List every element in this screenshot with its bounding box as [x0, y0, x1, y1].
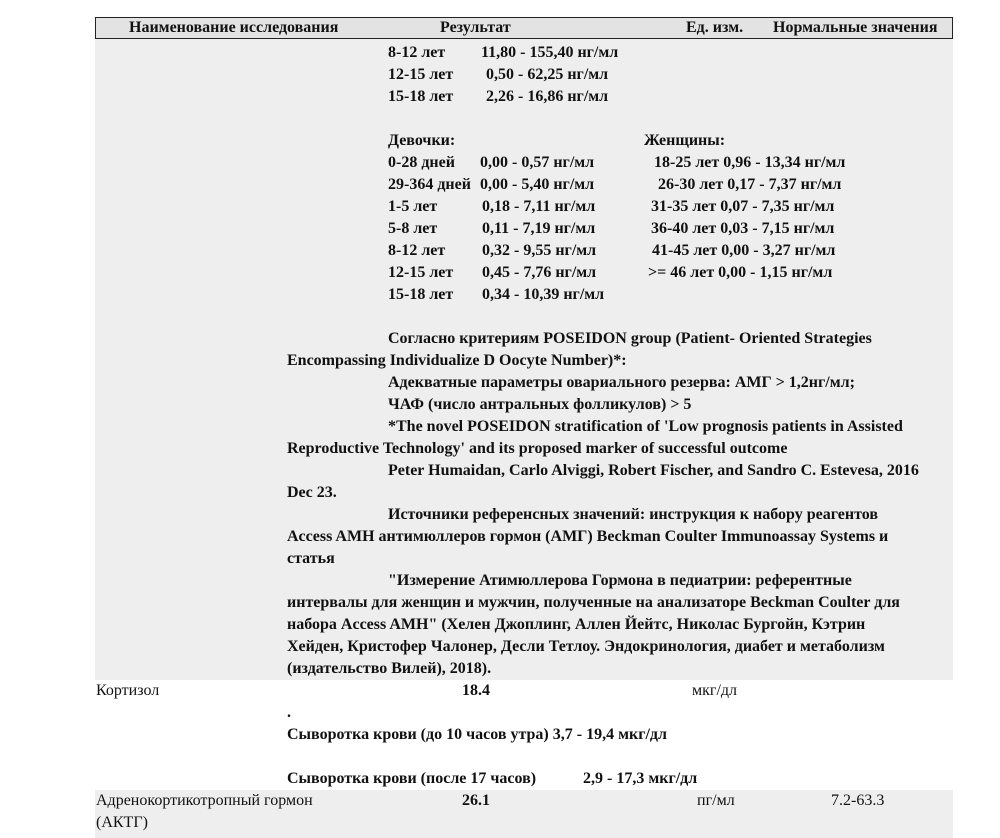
cortisol-result: 18.4 — [462, 682, 490, 699]
girls-range: 0,34 - 10,39 нг/мл — [482, 286, 605, 303]
cortisol-units: мкг/дл — [692, 682, 738, 699]
poseidon-text: Согласно критериям POSEIDON group (Patient- Oriented Strategies — [388, 330, 872, 347]
boys-age: 15-18 лет — [388, 88, 454, 105]
women-row: 36-40 лет 0,03 - 7,15 нг/мл — [651, 220, 835, 237]
girls-range: 0,32 - 9,55 нг/мл — [482, 242, 597, 259]
girls-range: 0,11 - 7,19 нг/мл — [482, 220, 596, 237]
header-result: Результат — [440, 19, 511, 36]
boys-age: 12-15 лет — [388, 66, 454, 83]
header-units: Ед. изм. — [686, 19, 744, 36]
authors-text: Peter Humaidan, Carlo Alviggi, Robert Fischer, and Sandro C. Estevesa, 2016 — [388, 462, 919, 479]
girls-range: 0,00 - 0,57 нг/мл — [480, 154, 595, 171]
cortisol-evening-label: Сыворотка крови (после 17 часов) — [287, 770, 537, 787]
sources-text: Access AMH антимюллеров гормон (АМГ) Beckman Coulter Immunoassay Systems и — [287, 528, 889, 545]
girls-age: 29-364 дней — [388, 176, 471, 193]
acth-name: (АКТГ) — [96, 814, 148, 831]
girls-age: 15-18 лет — [388, 286, 454, 303]
women-title: Женщины: — [644, 132, 726, 149]
table-header — [95, 17, 953, 39]
girls-age: 1-5 лет — [388, 198, 438, 215]
boys-age: 8-12 лет — [388, 44, 446, 61]
authors-text: Dec 23. — [287, 484, 337, 501]
article-text: "Измерение Атимюллерова Гормона в педиатрии: референтные — [388, 572, 852, 589]
cortisol-name: Кортизол — [96, 682, 160, 699]
boys-range: 0,50 - 62,25 нг/мл — [486, 66, 609, 83]
acth-units: пг/мл — [697, 792, 735, 809]
novel-text: *The novel POSEIDON stratification of 'Low prognosis patients in Assisted — [388, 418, 903, 435]
article-text: (издательство Вилей), 2018). — [287, 660, 492, 677]
girls-age: 5-8 лет — [388, 220, 438, 237]
poseidon-text: Encompassing Individualize D Oocyte Number)*: — [287, 352, 627, 369]
cortisol-evening-range: 2,9 - 17,3 мкг/дл — [583, 770, 698, 787]
girls-range: 0,45 - 7,76 нг/мл — [482, 264, 597, 281]
cortisol-morning-range: Сыворотка крови (до 10 часов утра) 3,7 - 19,4 мкг/дл — [287, 726, 667, 743]
adequate-text: Адекватные параметры овариального резерва: АМГ > 1,2нг/мл; — [388, 374, 855, 391]
women-row: 26-30 лет 0,17 - 7,37 нг/мл — [658, 176, 842, 193]
girls-age: 8-12 лет — [388, 242, 446, 259]
acth-norm: 7.2-63.3 — [831, 792, 885, 809]
article-text: набора Access AMH" (Хелен Джоплинг, Аллен Йейтс, Николас Бургойн, Кэтрин — [287, 616, 866, 633]
girls-age: 0-28 дней — [388, 154, 455, 171]
boys-range: 2,26 - 16,86 нг/мл — [486, 88, 609, 105]
article-text: интервалы для женщин и мужчин, полученные на анализаторе Beckman Coulter для — [287, 594, 900, 611]
acth-result: 26.1 — [462, 792, 490, 809]
chaf-text: ЧАФ (число антральных фолликулов) > 5 — [388, 396, 692, 413]
boys-range: 11,80 - 155,40 нг/мл — [481, 44, 619, 61]
women-row: 41-45 лет 0,00 - 3,27 нг/мл — [652, 242, 836, 259]
cortisol-dot: . — [287, 704, 291, 721]
article-text: Хейден, Кристофер Чалонер, Десли Тетлоу. Эндокринология, диабет и метаболизм — [287, 638, 885, 655]
women-row: 31-35 лет 0,07 - 7,35 нг/мл — [651, 198, 835, 215]
header-norm: Нормальные значения — [773, 19, 938, 36]
girls-age: 12-15 лет — [388, 264, 454, 281]
girls-range: 0,18 - 7,11 нг/мл — [482, 198, 596, 215]
women-row: 18-25 лет 0,96 - 13,34 нг/мл — [654, 154, 846, 171]
novel-text: Reproductive Technology' and its proposed marker of successful outcome — [287, 440, 788, 457]
header-name: Наименование исследования — [129, 19, 339, 36]
girls-title: Девочки: — [388, 132, 456, 149]
acth-name: Адренокортикотропный гормон — [96, 792, 313, 809]
sources-text: статья — [287, 550, 335, 567]
women-row: >= 46 лет 0,00 - 1,15 нг/мл — [648, 264, 833, 281]
sources-text: Источники референсных значений: инструкция к набору реагентов — [388, 506, 878, 523]
girls-range: 0,00 - 5,40 нг/мл — [480, 176, 595, 193]
